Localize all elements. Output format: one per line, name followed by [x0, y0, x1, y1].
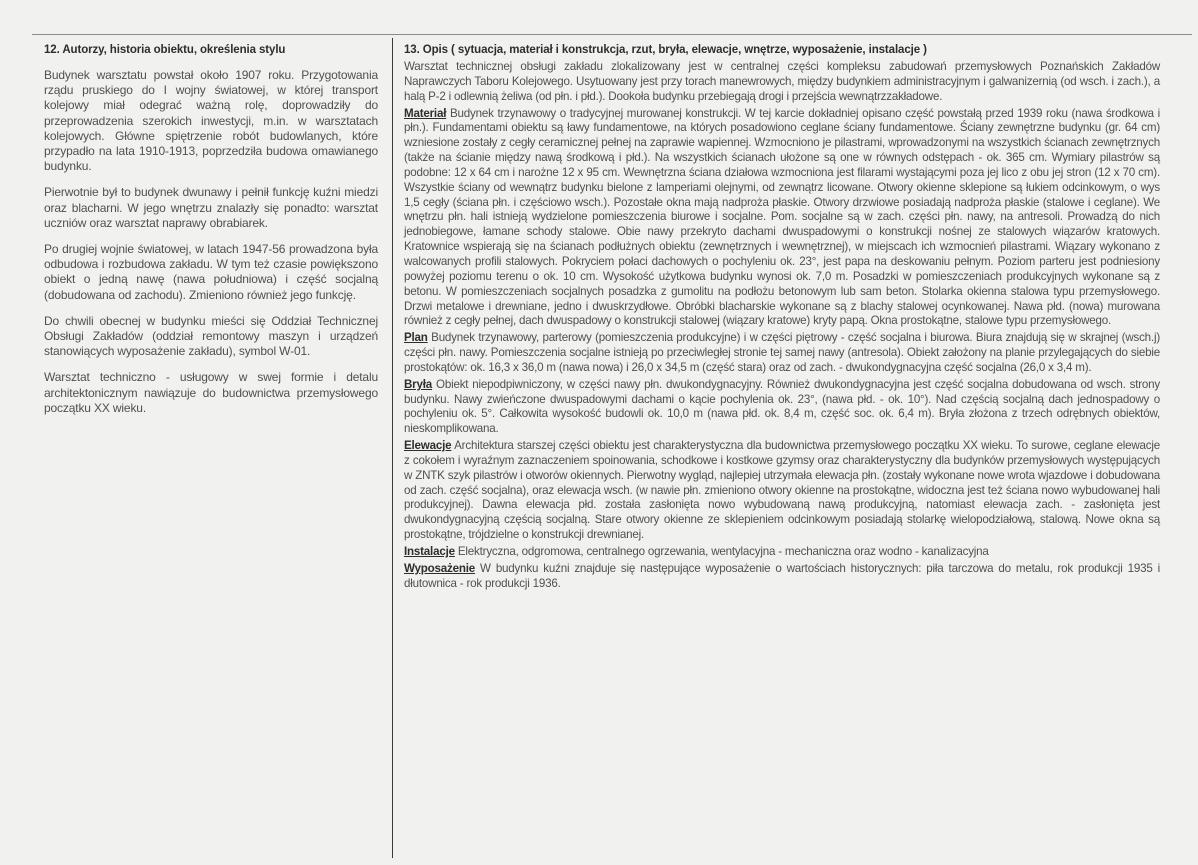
plan-label: Plan	[404, 331, 428, 345]
section-12-heading: 12. Autorzy, historia obiektu, określenia stylu	[44, 44, 286, 56]
history-paragraph: Warsztat techniczno - usługowy w swej formie i detalu architektonicznym nawiązuje do budownictwa przemysłowego początku XX wieku.	[44, 370, 378, 415]
equipment-label: Wyposażenie	[404, 561, 476, 575]
installations-label: Instalacje	[404, 545, 455, 558]
elevations-label: Elewacje	[404, 439, 452, 453]
history-paragraph: Pierwotnie był to budynek dwunawy i pełnił funkcję kuźni miedzi oraz blacharni. W jego wnętrzu znalazły się ponadto: warsztat uczniów oraz warsztat naprawy obrabiarek.	[44, 185, 378, 230]
top-divider	[32, 34, 1192, 35]
installations-section	[404, 545, 1160, 560]
elevations-section	[404, 439, 1160, 543]
material-text: Budynek trzynawowy o tradycyjnej murowanej konstrukcji. W tej karcie dokładniej opisano część powstałą przed 1939 roku (nawa środkowa i płn.). Fundamentami obiektu są ławy fundamentowe, na których posadowiono ceglane ściany fundamentowe. Ściany zewnętrzne budynku (gr. 64 cm) wzniesione zostały z cegły ceramicznej pełnej na zaprawie wapiennej. Wzmocniono je pilastrami, wprowadzonymi na wszystkich ścianach zewnętrznych (także na ścianie między nawą środkową i płd.). Na wszystkich ścianach ułożone są one w równych odstępach - ok. 365 cm. Wymiary pilastrów są podobne: 12 x 64 cm i narożne 12 x 95 cm. Wewnętrzna ściana działowa wzmocniona jest filarami wystającymi poza jej lico z obu jej stron (12 x 70 cm). Wszystkie ściany od wewnątrz budynku bielone z lamperiami olejnymi, od zewnątrz licowane. Otwory okienne sklepione są łukiem odcinkowym, o wys 1,5 cegły (ściana płn. i częściowo wsch.). Pozostałe okna mają nadproża płaskie. Otwory drzwiowe posiadają nadproża płaskie (stalowe i ceglane). We wnętrzu płn. hali istnieją wydzielone pomieszczenia biurowe i socjalne. Pom. socjalne są w zach. części płn. nawy, na antresoli. Prowadzą do nich jednobiegowe, łamane schody stalowe. Obie nawy przekryto dachami dwuspadowymi o konstrukcji nośnej ze stalowych wiązarów kratowych. Kratownice wspierają się na ścianach podłużnych obiektu (zewnętrznych i wewnętrznej), w miejscach ich wzmocnień pilastrami. Wiązary wykonano z walcowanych profili stalowych. Pokryciem połaci dachowych o pochyleniu ok. 23°, jest papa na deskowaniu pełnym. Poziom parteru jest podniesiony powyżej poziomu terenu o ok. 10 cm. Wysokość użytkowa budynku wynosi ok. 7,0 m. Posadzki w pomieszczeniach produkcyjnych wykonane są z betonu. W pomieszczeniach socjalnych posadzka z gumolitu na podłożu betonowym lub sam beton. Stolarka okienna stalowa typu przemysłowego. Drzwi metalowe i drewniane, jedno i dwuskrzydłowe. Obróbki blacharskie wykonane są z blachy stalowej ocynkowanej. Nawa płd. (nowa) murowana również z cegły pełnej, dach dwuspadowy o konstrukcji stalowej (wiązary kratowe) kryty papą. Okna prostokątne, stalowe typu przemysłowego.	[404, 106, 1160, 328]
elevations-text: Architektura starszej części obiektu jest charakterystyczna dla budownictwa przemysłowego początku XX wieku. To surowe, ceglane elewacje z cokołem i wyraźnym zaznaczeniem spoinowania, schodkowe i kostkowe gzymsy oraz charakterystyczny dla budynków przemysłowych występujących w ZNTK szyk pilastrów i otworów okiennych. Pierwotny wygląd, najlepiej utrzymała elewacja płn. (zostały wykonane nowe wrota wjazdowe i dobudowana od zach. część socjalna), oraz elewacja wsch. (w nawie płn. zmieniono otwory okienne na prostokątne, widoczna jest też ściana nowo wybudowanej hali produkcyjnej). Dawna elewacja płd. została zasłonięta nowo wybudowaną nawą produkcyjną, natomiast elewacja zach. - zasłonięta jest dwukondygnacyjną częścią socjalną. Stare otwory okienne ze sklepieniem odcinkowym posiadają stolarkę wielopodziałową, stalową. Nowe okna są prostokątne, trójdzielne o konstrukcji drewnianej.	[404, 439, 1160, 542]
installations-text: Elektryczna, odgromowa, centralnego ogrzewania, wentylacyjna - mechaniczna oraz wodno - kanalizacyjna	[454, 545, 989, 558]
section-13-column	[404, 44, 1160, 594]
equipment-section	[404, 562, 1160, 592]
massing-text: Obiekt niepodpiwniczony, w części nawy płn. dwukondygnacyjny. Również dwukondygnacyjna jest część socjalna dobudowana od wsch. strony budynku. Nawy zwieńczone dwuspadowymi dachami o kącie pochylenia ok. 23°, (nawa płd. - ok. 10°). Nad częścią socjalną dach jednospadowy o pochyleniu ok. 5°. Całkowita wysokość budowli ok. 10,0 m (nawa płd. ok. 8,4 m, część soc. ok. 6,4 m). Bryła złożona z trzech odrębnych obiektów, nieskomplikowana.	[404, 377, 1160, 436]
section-13-heading: 13. Opis ( sytuacja, materiał i konstrukcja, rzut, bryła, elewacje, wnętrze, wyposażenie, instalacje )	[404, 44, 927, 56]
intro-paragraph: Warsztat technicznej obsługi zakładu zlokalizowany jest w centralnej części kompleksu zabudowań przemysłowych Poznańskich Zakładów Naprawczych Taboru Kolejowego. Usytuowany jest przy torach manewrowych, między budynkiem administracyjnym i galwanizernią (od wsch. i zach.), a halą P-2 i odlewnią żeliwa (od płn. i płd.). Dookoła budynku przebiegają drogi i przejścia wewnątrzzakładowe.	[404, 60, 1160, 103]
massing-label: Bryła	[404, 377, 433, 391]
section-12-column	[44, 44, 378, 427]
history-paragraph: Do chwili obecnej w budynku mieści się Oddział Technicznej Obsługi Zakładów (oddział remontowy maszyn i urządzeń stanowiących wyposażenie zakładu), symbol W-01.	[44, 313, 378, 359]
plan-section	[404, 331, 1160, 376]
history-paragraph: Po drugiej wojnie światowej, w latach 1947-56 prowadzona była odbudowa i rozbudowa zakładu. W tym też czasie powiększono obiekt o jedną nawę (nawa południowa) i część socjalną (dobudowana od zachodu). Zmieniono również jego funkcję.	[44, 242, 378, 302]
history-paragraph: Budynek warsztatu powstał około 1907 roku. Przygotowania rządu pruskiego do I wojny światowej, w której transport kolejowy miał odegrać ważną rolę, doprowadziły do przeprowadzenia szerokich inwestycji, m.in. w warsztatach kolejowych. Główne spiętrzenie robót budowlanych, które przypadło na lata 1910-1913, poprzedziła budowa omawianego budynku.	[44, 68, 378, 174]
plan-text: Budynek trzynawowy, parterowy (pomieszczenia produkcyjne) i w części piętrowy - część socjalna i biurowa. Biura znajdują się w skrajnej (wsch.j) części płn. nawy. Pomieszczenia socjalne istnieją po przeciwległej stronie tej samej nawy (antresola). Obiekt założony na planie przylegających do siebie prostokątów: ok. 16,3 x 36,0 m (nawa nowa) i 26,0 x 34,5 m (część stara) oraz od zach. - dwukondygnacyjna część socjalna (26,0 x 3,4 m).	[404, 331, 1160, 374]
material-label: Materiał	[404, 106, 447, 120]
equipment-text: W budynku kuźni znajduje się następujące wyposażenie o wartościach historycznych: piła tarczowa do metalu, rok produkcji 1935 i dłutownica - rok produkcji 1936.	[404, 561, 1160, 590]
massing-section	[404, 378, 1160, 437]
column-divider	[392, 38, 393, 858]
material-section	[404, 107, 1160, 330]
